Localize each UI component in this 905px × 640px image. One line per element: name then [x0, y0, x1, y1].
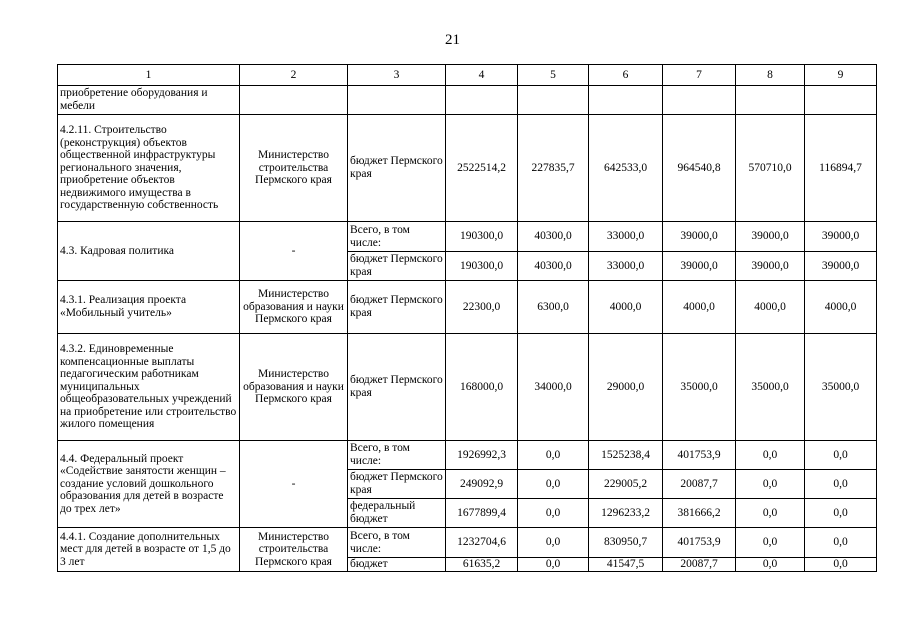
value-cell: 830950,7 — [589, 528, 663, 558]
value-cell: 0,0 — [736, 558, 805, 572]
value-cell: 4000,0 — [805, 281, 877, 334]
measure-name: 4.3. Кадровая политика — [58, 222, 240, 281]
funding-source: Всего, в том числе: — [348, 222, 446, 252]
table-row — [58, 222, 877, 252]
funding-source: Всего, в том числе: — [348, 441, 446, 470]
value-cell: 34000,0 — [518, 334, 589, 441]
funding-source: федеральный бюджет — [348, 499, 446, 528]
value-cell: 33000,0 — [589, 222, 663, 252]
funding-source: бюджет Пермского края — [348, 115, 446, 222]
value-cell: 39000,0 — [736, 222, 805, 252]
value-cell: 964540,8 — [663, 115, 736, 222]
value-cell: 0,0 — [805, 470, 877, 499]
funding-source: бюджет Пермского края — [348, 470, 446, 499]
value-cell: 1926992,3 — [446, 441, 518, 470]
measure-name: 4.4. Федеральный проект «Содействие занятости женщин – создание условий дошкольного образования для детей в возрасте до трех лет» — [58, 441, 240, 528]
value-cell: 6300,0 — [518, 281, 589, 334]
value-cell: 0,0 — [805, 499, 877, 528]
funding-source: бюджет Пермского края — [348, 252, 446, 281]
value-cell: 39000,0 — [805, 222, 877, 252]
measure-name: 4.4.1. Создание дополнительных мест для детей в возрасте от 1,5 до 3 лет — [58, 528, 240, 572]
value-cell: 33000,0 — [589, 252, 663, 281]
value-cell: 0,0 — [805, 558, 877, 572]
measure-name: 4.2.11. Строительство (реконструкция) объектов общественной инфраструктуры регионального значения, приобретение объектов недвижимого имущества в государственную собственность — [58, 115, 240, 222]
value-cell: 401753,9 — [663, 528, 736, 558]
funding-source: бюджет Пермского края — [348, 334, 446, 441]
value-cell: 0,0 — [518, 499, 589, 528]
responsible-org: - — [240, 222, 348, 281]
value-cell: 381666,2 — [663, 499, 736, 528]
column-header: 9 — [805, 65, 877, 86]
responsible-org: Министерство строительства Пермского края — [240, 115, 348, 222]
value-cell: 401753,9 — [663, 441, 736, 470]
table-row — [58, 281, 877, 334]
value-cell: 0,0 — [805, 528, 877, 558]
column-header: 3 — [348, 65, 446, 86]
value-cell: 41547,5 — [589, 558, 663, 572]
value-cell: 0,0 — [736, 441, 805, 470]
value-cell: 35000,0 — [663, 334, 736, 441]
measure-name: 4.3.1. Реализация проекта «Мобильный учитель» — [58, 281, 240, 334]
value-cell — [805, 86, 877, 115]
value-cell — [736, 86, 805, 115]
responsible-org: Министерство образования и науки Пермского края — [240, 281, 348, 334]
value-cell: 0,0 — [805, 441, 877, 470]
header-row — [58, 65, 877, 86]
column-header: 1 — [58, 65, 240, 86]
measure-name: 4.3.2. Единовременные компенсационные выплаты педагогическим работникам муниципальных общеобразовательных учреждений на приобретение или строительство жилого помещения — [58, 334, 240, 441]
value-cell — [663, 86, 736, 115]
value-cell: 642533,0 — [589, 115, 663, 222]
value-cell: 1296233,2 — [589, 499, 663, 528]
value-cell: 61635,2 — [446, 558, 518, 572]
funding-source: бюджет Пермского края — [348, 281, 446, 334]
value-cell: 20087,7 — [663, 470, 736, 499]
value-cell: 570710,0 — [736, 115, 805, 222]
value-cell — [589, 86, 663, 115]
value-cell: 0,0 — [736, 499, 805, 528]
value-cell — [518, 86, 589, 115]
value-cell: 35000,0 — [736, 334, 805, 441]
value-cell: 116894,7 — [805, 115, 877, 222]
table-row — [58, 86, 877, 115]
value-cell: 40300,0 — [518, 222, 589, 252]
value-cell: 35000,0 — [805, 334, 877, 441]
table-row — [58, 441, 877, 470]
column-header: 2 — [240, 65, 348, 86]
funding-source — [348, 86, 446, 115]
value-cell: 0,0 — [736, 528, 805, 558]
value-cell: 4000,0 — [663, 281, 736, 334]
value-cell: 190300,0 — [446, 252, 518, 281]
funding-source: бюджет — [348, 558, 446, 572]
column-header: 8 — [736, 65, 805, 86]
value-cell: 227835,7 — [518, 115, 589, 222]
value-cell: 4000,0 — [589, 281, 663, 334]
value-cell: 0,0 — [736, 470, 805, 499]
funding-source: Всего, в том числе: — [348, 528, 446, 558]
value-cell: 20087,7 — [663, 558, 736, 572]
value-cell: 168000,0 — [446, 334, 518, 441]
value-cell: 1677899,4 — [446, 499, 518, 528]
value-cell: 0,0 — [518, 470, 589, 499]
column-header: 6 — [589, 65, 663, 86]
responsible-org — [240, 86, 348, 115]
value-cell: 39000,0 — [805, 252, 877, 281]
column-header: 5 — [518, 65, 589, 86]
value-cell: 2522514,2 — [446, 115, 518, 222]
value-cell: 1525238,4 — [589, 441, 663, 470]
value-cell: 1232704,6 — [446, 528, 518, 558]
value-cell: 0,0 — [518, 528, 589, 558]
table-row — [58, 528, 877, 558]
value-cell: 229005,2 — [589, 470, 663, 499]
value-cell: 190300,0 — [446, 222, 518, 252]
responsible-org: Министерство образования и науки Пермского края — [240, 334, 348, 441]
page-number: 21 — [445, 32, 460, 48]
measure-name: приобретение оборудования и мебели — [58, 86, 240, 115]
table-row — [58, 115, 877, 222]
value-cell: 22300,0 — [446, 281, 518, 334]
column-header: 7 — [663, 65, 736, 86]
responsible-org: Министерство строительства Пермского края — [240, 528, 348, 572]
value-cell — [446, 86, 518, 115]
value-cell: 40300,0 — [518, 252, 589, 281]
value-cell: 0,0 — [518, 441, 589, 470]
value-cell: 39000,0 — [663, 252, 736, 281]
responsible-org: - — [240, 441, 348, 528]
table-row — [58, 334, 877, 441]
value-cell: 0,0 — [518, 558, 589, 572]
value-cell: 29000,0 — [589, 334, 663, 441]
value-cell: 39000,0 — [663, 222, 736, 252]
column-header: 4 — [446, 65, 518, 86]
budget-table — [57, 64, 877, 572]
value-cell: 4000,0 — [736, 281, 805, 334]
value-cell: 249092,9 — [446, 470, 518, 499]
value-cell: 39000,0 — [736, 252, 805, 281]
